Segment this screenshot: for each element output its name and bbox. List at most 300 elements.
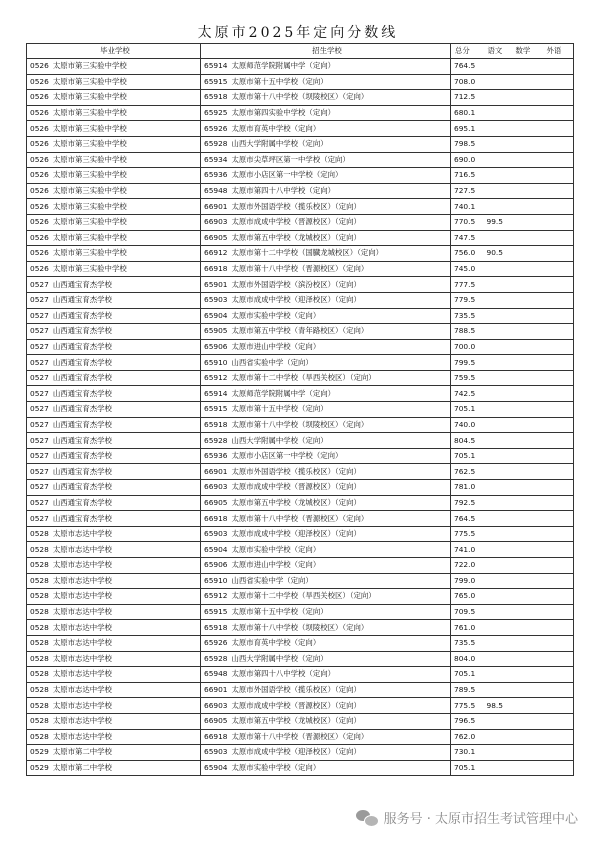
school-cell <box>27 121 201 137</box>
enroll-code: 65903 <box>204 529 228 539</box>
total-score: 722.0 <box>451 558 484 574</box>
header-total: 总分 <box>451 44 484 59</box>
school-name: 山西通宝育杰学校 <box>52 404 112 414</box>
total-score: 788.5 <box>451 324 484 340</box>
school-code: 0526 <box>30 217 49 227</box>
school-code: 0527 <box>30 435 49 445</box>
table-row <box>27 277 574 293</box>
total-score: 799.0 <box>451 573 484 589</box>
chinese-score <box>484 183 512 199</box>
enroll-code: 66901 <box>204 685 228 695</box>
table-row <box>27 214 574 230</box>
enroll-cell <box>201 90 451 106</box>
math-score <box>512 682 543 698</box>
english-score <box>543 90 574 106</box>
chinese-score <box>484 339 512 355</box>
chinese-score <box>484 261 512 277</box>
score-table <box>26 43 574 776</box>
enroll-code: 66901 <box>204 201 228 211</box>
school-name: 太原市第三实验中学校 <box>52 186 127 196</box>
english-score <box>543 199 574 215</box>
enroll-name: 太原市第五中学校（青年路校区）（定向） <box>231 326 369 336</box>
chinese-score <box>484 542 512 558</box>
enroll-cell <box>201 277 451 293</box>
chinese-score <box>484 59 512 75</box>
english-score <box>543 433 574 449</box>
table-row <box>27 183 574 199</box>
chinese-score <box>484 495 512 511</box>
chinese-score <box>484 417 512 433</box>
enroll-cell <box>201 651 451 667</box>
enroll-cell <box>201 152 451 168</box>
enroll-name: 太原市第十八中学校（晋源校区）（定向） <box>231 264 369 274</box>
school-code: 0527 <box>30 466 49 476</box>
enroll-cell <box>201 480 451 496</box>
enroll-name: 太原市育英中学校（定向） <box>231 123 321 133</box>
total-score: 779.5 <box>451 292 484 308</box>
enroll-cell <box>201 745 451 761</box>
chinese-score <box>484 121 512 137</box>
math-score <box>512 464 543 480</box>
english-score <box>543 402 574 418</box>
school-code: 0526 <box>30 201 49 211</box>
total-score: 735.5 <box>451 635 484 651</box>
school-code: 0526 <box>30 232 49 242</box>
math-score <box>512 604 543 620</box>
math-score <box>512 121 543 137</box>
english-score <box>543 152 574 168</box>
enroll-code: 65936 <box>204 451 228 461</box>
school-cell <box>27 620 201 636</box>
school-code: 0527 <box>30 310 49 320</box>
enroll-name: 太原市育英中学校（定向） <box>231 638 321 648</box>
english-score <box>543 651 574 667</box>
math-score <box>512 246 543 262</box>
chinese-score <box>484 355 512 371</box>
math-score <box>512 230 543 246</box>
enroll-name: 太原市第四实验中学校（定向） <box>231 108 335 118</box>
table-row <box>27 682 574 698</box>
school-code: 0528 <box>30 716 49 726</box>
chinese-score <box>484 729 512 745</box>
enroll-cell <box>201 526 451 542</box>
enroll-cell <box>201 542 451 558</box>
school-name: 太原市第三实验中学校 <box>52 170 127 180</box>
school-name: 太原市第三实验中学校 <box>52 201 127 211</box>
school-cell <box>27 651 201 667</box>
enroll-code: 65910 <box>204 575 228 585</box>
chinese-score <box>484 667 512 683</box>
school-name: 山西通宝育杰学校 <box>52 497 112 507</box>
school-cell <box>27 277 201 293</box>
chinese-score <box>484 324 512 340</box>
chinese-score <box>484 573 512 589</box>
total-score: 741.0 <box>451 542 484 558</box>
enroll-cell <box>201 635 451 651</box>
school-name: 太原市志达中学校 <box>52 544 112 554</box>
enroll-name: 山西大学附属中学校（定向） <box>231 653 328 663</box>
school-code: 0528 <box>30 669 49 679</box>
total-score: 680.1 <box>451 105 484 121</box>
math-score <box>512 745 543 761</box>
total-score: 756.0 <box>451 246 484 262</box>
school-code: 0526 <box>30 264 49 274</box>
school-cell <box>27 246 201 262</box>
english-score <box>543 324 574 340</box>
school-code: 0527 <box>30 513 49 523</box>
enroll-cell <box>201 105 451 121</box>
table-row <box>27 589 574 605</box>
table-row <box>27 370 574 386</box>
school-cell <box>27 760 201 776</box>
header-chinese: 语文 <box>484 44 512 59</box>
school-name: 太原市志达中学校 <box>52 529 112 539</box>
english-score <box>543 261 574 277</box>
chinese-score <box>484 74 512 90</box>
total-score: 770.5 <box>451 214 484 230</box>
english-score <box>543 448 574 464</box>
english-score <box>543 760 574 776</box>
enroll-code: 65910 <box>204 357 228 367</box>
school-cell <box>27 59 201 75</box>
chinese-score <box>484 370 512 386</box>
english-score <box>543 698 574 714</box>
enroll-code: 65915 <box>204 76 228 86</box>
school-cell <box>27 168 201 184</box>
table-row <box>27 558 574 574</box>
chinese-score <box>484 651 512 667</box>
enroll-code: 66905 <box>204 497 228 507</box>
enroll-code: 65915 <box>204 607 228 617</box>
school-cell <box>27 604 201 620</box>
total-score: 740.1 <box>451 199 484 215</box>
enroll-name: 太原市成成中学校（迎泽校区）（定向） <box>231 295 361 305</box>
school-code: 0526 <box>30 170 49 180</box>
enroll-cell <box>201 729 451 745</box>
enroll-name: 太原师范学院附属中学（定向） <box>231 388 335 398</box>
table-row <box>27 339 574 355</box>
school-cell <box>27 292 201 308</box>
table-row <box>27 246 574 262</box>
total-score: 789.5 <box>451 682 484 698</box>
school-cell <box>27 183 201 199</box>
school-name: 太原市第三实验中学校 <box>52 248 127 258</box>
enroll-cell <box>201 292 451 308</box>
enroll-name: 太原市外国语学校（揽乐校区）（定向） <box>231 685 361 695</box>
school-code: 0526 <box>30 186 49 196</box>
english-score <box>543 589 574 605</box>
total-score: 799.5 <box>451 355 484 371</box>
school-name: 太原市第三实验中学校 <box>52 217 127 227</box>
chinese-score: 90.5 <box>484 246 512 262</box>
enroll-code: 66903 <box>204 482 228 492</box>
enroll-name: 太原市第十五中学校（定向） <box>231 76 328 86</box>
enroll-cell <box>201 183 451 199</box>
chinese-score <box>484 277 512 293</box>
chinese-score <box>484 745 512 761</box>
enroll-name: 太原市第四十八中学校（定向） <box>231 669 335 679</box>
total-score: 705.1 <box>451 760 484 776</box>
enroll-cell <box>201 713 451 729</box>
table-row <box>27 511 574 527</box>
school-cell <box>27 105 201 121</box>
table-row <box>27 59 574 75</box>
english-score <box>543 417 574 433</box>
enroll-cell <box>201 214 451 230</box>
english-score <box>543 136 574 152</box>
chinese-score <box>484 292 512 308</box>
enroll-cell <box>201 324 451 340</box>
total-score: 735.5 <box>451 308 484 324</box>
total-score: 705.1 <box>451 448 484 464</box>
enroll-cell <box>201 620 451 636</box>
school-cell <box>27 480 201 496</box>
enroll-code: 65903 <box>204 295 228 305</box>
total-score: 759.5 <box>451 370 484 386</box>
footer-text: 服务号 · 太原市招生考试管理中心 <box>383 812 578 827</box>
english-score <box>543 729 574 745</box>
english-score <box>543 246 574 262</box>
enroll-cell <box>201 246 451 262</box>
chinese-score <box>484 480 512 496</box>
enroll-name: 太原师范学院附属中学（定向） <box>231 61 335 71</box>
total-score: 804.0 <box>451 651 484 667</box>
enroll-cell <box>201 558 451 574</box>
math-score <box>512 480 543 496</box>
school-name: 山西通宝育杰学校 <box>52 451 112 461</box>
school-name: 太原市第二中学校 <box>52 763 112 773</box>
english-score <box>543 682 574 698</box>
enroll-name: 太原市第五中学校（龙城校区）（定向） <box>231 232 361 242</box>
enroll-code: 65906 <box>204 560 228 570</box>
english-score <box>543 495 574 511</box>
school-code: 0527 <box>30 341 49 351</box>
table-row <box>27 713 574 729</box>
table-row <box>27 760 574 776</box>
school-cell <box>27 589 201 605</box>
total-score: 777.5 <box>451 277 484 293</box>
total-score: 716.5 <box>451 168 484 184</box>
math-score <box>512 417 543 433</box>
english-score <box>543 183 574 199</box>
enroll-code: 65914 <box>204 61 228 71</box>
english-score <box>543 355 574 371</box>
table-row <box>27 136 574 152</box>
school-name: 山西通宝育杰学校 <box>52 373 112 383</box>
school-cell <box>27 526 201 542</box>
math-score <box>512 511 543 527</box>
school-code: 0527 <box>30 295 49 305</box>
school-code: 0526 <box>30 248 49 258</box>
enroll-cell <box>201 339 451 355</box>
total-score: 742.5 <box>451 386 484 402</box>
school-name: 太原市第三实验中学校 <box>52 232 127 242</box>
school-cell <box>27 417 201 433</box>
table-row <box>27 417 574 433</box>
table-row <box>27 433 574 449</box>
english-score <box>543 667 574 683</box>
enroll-name: 太原市实验中学校（定向） <box>231 763 321 773</box>
math-score <box>512 152 543 168</box>
enroll-cell <box>201 168 451 184</box>
enroll-code: 65904 <box>204 544 228 554</box>
school-code: 0527 <box>30 388 49 398</box>
english-score <box>543 308 574 324</box>
page-title: 太原市2025年定向分数线 <box>197 25 399 41</box>
school-name: 太原市第三实验中学校 <box>52 61 127 71</box>
math-score <box>512 183 543 199</box>
school-name: 太原市志达中学校 <box>52 700 112 710</box>
enroll-code: 66918 <box>204 513 228 523</box>
total-score: 747.5 <box>451 230 484 246</box>
school-cell <box>27 448 201 464</box>
school-name: 太原市志达中学校 <box>52 575 112 585</box>
table-row <box>27 386 574 402</box>
school-name: 山西通宝育杰学校 <box>52 435 112 445</box>
header-school: 毕业学校 <box>27 44 201 59</box>
english-score <box>543 558 574 574</box>
total-score: 781.0 <box>451 480 484 496</box>
table-row <box>27 573 574 589</box>
chinese-score <box>484 760 512 776</box>
enroll-cell <box>201 370 451 386</box>
english-score <box>543 620 574 636</box>
enroll-code: 65926 <box>204 638 228 648</box>
table-body <box>27 59 574 776</box>
school-code: 0528 <box>30 544 49 554</box>
enroll-cell <box>201 355 451 371</box>
total-score: 796.5 <box>451 713 484 729</box>
total-score: 690.0 <box>451 152 484 168</box>
wechat-icon <box>356 810 378 826</box>
english-score <box>543 386 574 402</box>
school-code: 0528 <box>30 700 49 710</box>
table-row <box>27 745 574 761</box>
school-code: 0528 <box>30 685 49 695</box>
table-row <box>27 152 574 168</box>
english-score <box>543 277 574 293</box>
school-code: 0528 <box>30 529 49 539</box>
english-score <box>543 480 574 496</box>
math-score <box>512 635 543 651</box>
total-score: 764.5 <box>451 511 484 527</box>
total-score: 712.5 <box>451 90 484 106</box>
table-row <box>27 355 574 371</box>
school-cell <box>27 682 201 698</box>
enroll-name: 太原市进山中学校（定向） <box>231 560 321 570</box>
school-cell <box>27 199 201 215</box>
table-row <box>27 74 574 90</box>
enroll-cell <box>201 417 451 433</box>
school-name: 太原市志达中学校 <box>52 669 112 679</box>
enroll-cell <box>201 136 451 152</box>
enroll-cell <box>201 308 451 324</box>
table-row <box>27 667 574 683</box>
english-score <box>543 230 574 246</box>
enroll-cell <box>201 402 451 418</box>
school-code: 0527 <box>30 451 49 461</box>
enroll-cell <box>201 464 451 480</box>
school-cell <box>27 355 201 371</box>
enroll-name: 太原市成成中学校（晋源校区）（定向） <box>231 217 361 227</box>
enroll-cell <box>201 495 451 511</box>
header-math: 数学 <box>512 44 543 59</box>
enroll-code: 65918 <box>204 92 228 102</box>
enroll-name: 太原市第十二中学校（旱西关校区）（定向） <box>231 373 376 383</box>
english-score <box>543 105 574 121</box>
school-cell <box>27 152 201 168</box>
school-code: 0527 <box>30 419 49 429</box>
table-row <box>27 199 574 215</box>
enroll-cell <box>201 589 451 605</box>
total-score: 798.5 <box>451 136 484 152</box>
enroll-code: 65948 <box>204 186 228 196</box>
total-score: 705.1 <box>451 667 484 683</box>
school-name: 山西通宝育杰学校 <box>52 482 112 492</box>
enroll-cell <box>201 59 451 75</box>
school-name: 太原市第二中学校 <box>52 747 112 757</box>
math-score <box>512 589 543 605</box>
enroll-name: 山西省实验中学（定向） <box>231 575 313 585</box>
enroll-code: 65928 <box>204 139 228 149</box>
english-score <box>543 635 574 651</box>
chinese-score <box>484 682 512 698</box>
school-name: 太原市志达中学校 <box>52 622 112 632</box>
total-score: 709.5 <box>451 604 484 620</box>
math-score <box>512 698 543 714</box>
school-name: 山西通宝育杰学校 <box>52 513 112 523</box>
school-code: 0526 <box>30 154 49 164</box>
english-score <box>543 511 574 527</box>
enroll-code: 66901 <box>204 466 228 476</box>
school-cell <box>27 230 201 246</box>
enroll-code: 65925 <box>204 108 228 118</box>
school-name: 山西通宝育杰学校 <box>52 419 112 429</box>
enroll-code: 65914 <box>204 388 228 398</box>
enroll-code: 66912 <box>204 248 228 258</box>
math-score <box>512 386 543 402</box>
chinese-score <box>484 589 512 605</box>
school-code: 0527 <box>30 373 49 383</box>
table-row <box>27 292 574 308</box>
enroll-code: 65928 <box>204 435 228 445</box>
school-name: 太原市志达中学校 <box>52 638 112 648</box>
school-name: 山西通宝育杰学校 <box>52 388 112 398</box>
school-name: 太原市志达中学校 <box>52 731 112 741</box>
math-score <box>512 339 543 355</box>
school-cell <box>27 698 201 714</box>
enroll-name: 太原市第五中学校（龙城校区）（定向） <box>231 716 361 726</box>
school-name: 太原市志达中学校 <box>52 560 112 570</box>
school-name: 太原市第三实验中学校 <box>52 154 127 164</box>
header-enroll: 招生学校 <box>201 44 451 59</box>
school-name: 太原市第三实验中学校 <box>52 76 127 86</box>
enroll-name: 太原市第十二中学校（旱西关校区）（定向） <box>231 591 376 601</box>
table-row <box>27 698 574 714</box>
table-row <box>27 261 574 277</box>
english-score <box>543 339 574 355</box>
enroll-name: 太原市实验中学校（定向） <box>231 310 321 320</box>
school-code: 0526 <box>30 92 49 102</box>
school-name: 太原市志达中学校 <box>52 685 112 695</box>
enroll-code: 65901 <box>204 279 228 289</box>
enroll-name: 太原市成成中学校（迎泽校区）（定向） <box>231 529 361 539</box>
english-score <box>543 168 574 184</box>
english-score <box>543 526 574 542</box>
math-score <box>512 448 543 464</box>
enroll-code: 66918 <box>204 264 228 274</box>
enroll-code: 65926 <box>204 123 228 133</box>
